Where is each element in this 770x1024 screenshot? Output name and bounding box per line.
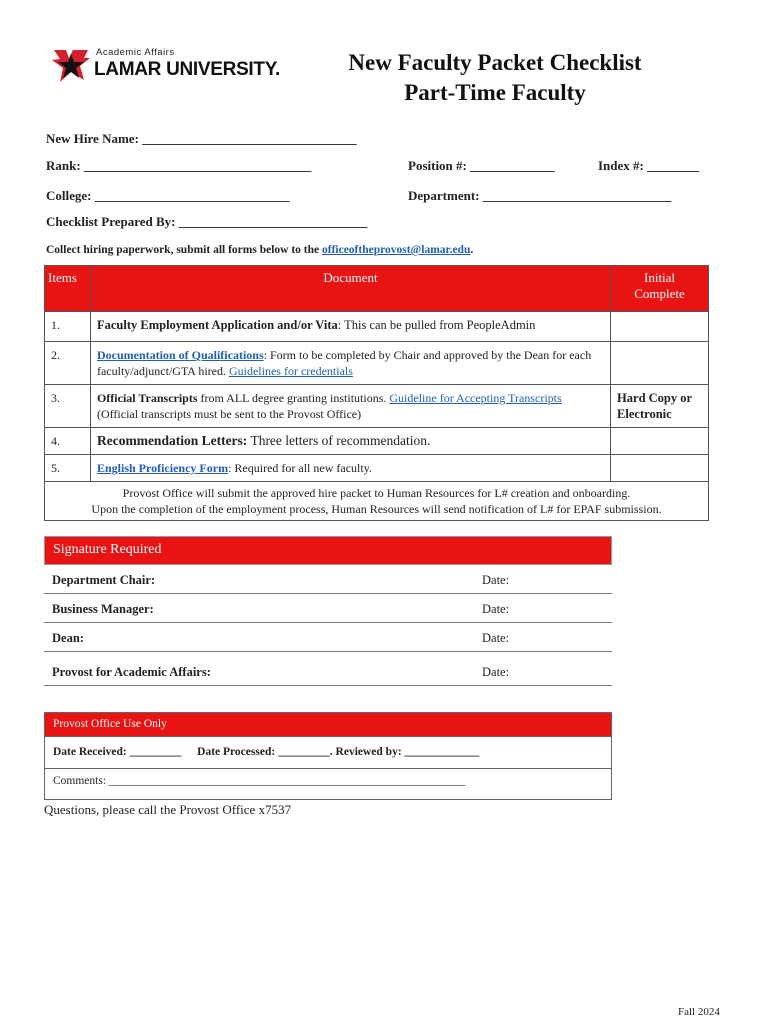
provost-office-use-section	[44, 712, 612, 800]
university-logo	[50, 46, 280, 92]
row-document	[90, 385, 610, 428]
checklist-prepared-by-field[interactable]: Checklist Prepared By: _____________________________	[46, 214, 368, 229]
collect-instructions	[46, 244, 473, 256]
date-label: Date:	[482, 665, 510, 679]
table-row	[45, 455, 709, 482]
new-hire-name-field[interactable]: New Hire Name: _________________________________	[46, 131, 357, 146]
initial-cell[interactable]	[611, 428, 709, 455]
lamar-star-emblem-icon	[50, 46, 92, 90]
title-line-2: Part-Time Faculty	[404, 80, 586, 105]
date-label: Date:	[482, 573, 510, 587]
row-document	[90, 455, 610, 482]
doc-description: from ALL degree granting institutions.	[197, 391, 390, 405]
doc-description: : Form to be completed by Chair and approved by the Dean for each faculty/adjunct/GTA hired.	[96, 348, 592, 378]
signature-header: Signature Required	[44, 536, 612, 565]
rank-field[interactable]: Rank: ___________________________________	[46, 158, 312, 173]
table-row	[45, 312, 709, 342]
index-field[interactable]: Index #: ________	[598, 158, 700, 173]
signature-section	[44, 536, 612, 686]
signature-label: Department Chair:	[52, 573, 156, 587]
department-field[interactable]: Department: _____________________________	[408, 188, 672, 203]
row-document	[90, 312, 610, 342]
signature-label: Business Manager:	[52, 602, 154, 616]
comments-field[interactable]: Comments: ______________________________________________________________	[53, 775, 466, 787]
doc-description-2: (Official transcripts must be sent to the Provost Office)	[96, 407, 362, 421]
collect-end: .	[470, 244, 474, 256]
college-field[interactable]: College: ______________________________	[46, 188, 290, 203]
table-footer-row	[45, 482, 709, 521]
header-initial-line1: Initial	[644, 270, 676, 285]
doc-description: : This can be pulled from PeopleAdmin	[337, 318, 536, 332]
reviewed-by-field[interactable]: Reviewed by: _____________	[335, 746, 480, 758]
date-label: Date:	[482, 631, 510, 645]
initial-cell[interactable]	[611, 455, 709, 482]
row-document	[90, 428, 610, 455]
date-label: Date:	[482, 602, 510, 616]
office-dates-row	[45, 737, 611, 769]
logo-line-academic-affairs: Academic Affairs	[96, 47, 175, 58]
table-row	[45, 385, 709, 428]
table-footer-note	[45, 482, 709, 521]
footer-note-line1: Provost Office will submit the approved hire packet to Human Resources for L# creation and onboarding.	[122, 486, 631, 500]
initial-cell[interactable]	[611, 312, 709, 342]
title-line-1: New Faculty Packet Checklist	[348, 50, 642, 75]
doc-title: Faculty Employment Application and/or Vita	[96, 318, 338, 332]
signature-row-dean[interactable]	[44, 623, 612, 652]
row-number: 3.	[45, 385, 91, 428]
footer-term: Fall 2024	[678, 1006, 720, 1018]
row-number: 2.	[45, 342, 91, 385]
header-items: Items	[45, 266, 91, 312]
doc-description: : Required for all new faculty.	[228, 461, 372, 475]
page-title	[280, 48, 710, 108]
signature-row-department-chair[interactable]	[44, 565, 612, 594]
table-row	[45, 428, 709, 455]
header-initial-complete	[611, 266, 709, 312]
provost-email-link[interactable]: officeoftheprovost@lamar.edu	[321, 244, 471, 256]
signature-row-provost[interactable]	[44, 652, 612, 686]
checklist-table	[44, 265, 709, 521]
initial-cell[interactable]	[611, 342, 709, 385]
table-row	[45, 342, 709, 385]
doc-description: Three letters of recommendation.	[247, 433, 431, 448]
row-number: 1.	[45, 312, 91, 342]
signature-label: Dean:	[52, 631, 84, 645]
date-received-field[interactable]: Date Received: _________	[53, 746, 182, 758]
questions-note: Questions, please call the Provost Office x7537	[44, 802, 292, 817]
logo-line-lamar-university: LAMAR UNIVERSITY.	[94, 59, 280, 80]
date-processed-field[interactable]: Date Processed: _________.	[197, 746, 333, 758]
doc-title: Recommendation Letters:	[96, 433, 248, 448]
header-initial-line2: Complete	[634, 286, 685, 301]
guidelines-for-credentials-link[interactable]: Guidelines for credentials	[228, 364, 353, 378]
collect-text: Collect hiring paperwork, submit all forms below to the	[46, 244, 322, 256]
documentation-of-qualifications-link[interactable]: Documentation of Qualifications	[96, 348, 264, 362]
doc-title: Official Transcripts	[96, 391, 198, 405]
initial-cell[interactable]: Hard Copy or Electronic	[611, 385, 709, 428]
position-field[interactable]: Position #: _____________	[408, 158, 555, 173]
footer-note-line2: Upon the completion of the employment process, Human Resources will send notification of L# for EPAF submission.	[91, 502, 662, 516]
office-use-header: Provost Office Use Only	[45, 713, 611, 737]
row-number: 5.	[45, 455, 91, 482]
table-header-row	[45, 266, 709, 312]
signature-row-business-manager[interactable]	[44, 594, 612, 623]
row-document	[90, 342, 610, 385]
guideline-transcripts-link[interactable]: Guideline for Accepting Transcripts	[389, 391, 562, 405]
signature-label: Provost for Academic Affairs:	[52, 665, 211, 679]
english-proficiency-form-link[interactable]: English Proficiency Form	[96, 461, 229, 475]
row-number: 4.	[45, 428, 91, 455]
header-document: Document	[90, 266, 610, 312]
